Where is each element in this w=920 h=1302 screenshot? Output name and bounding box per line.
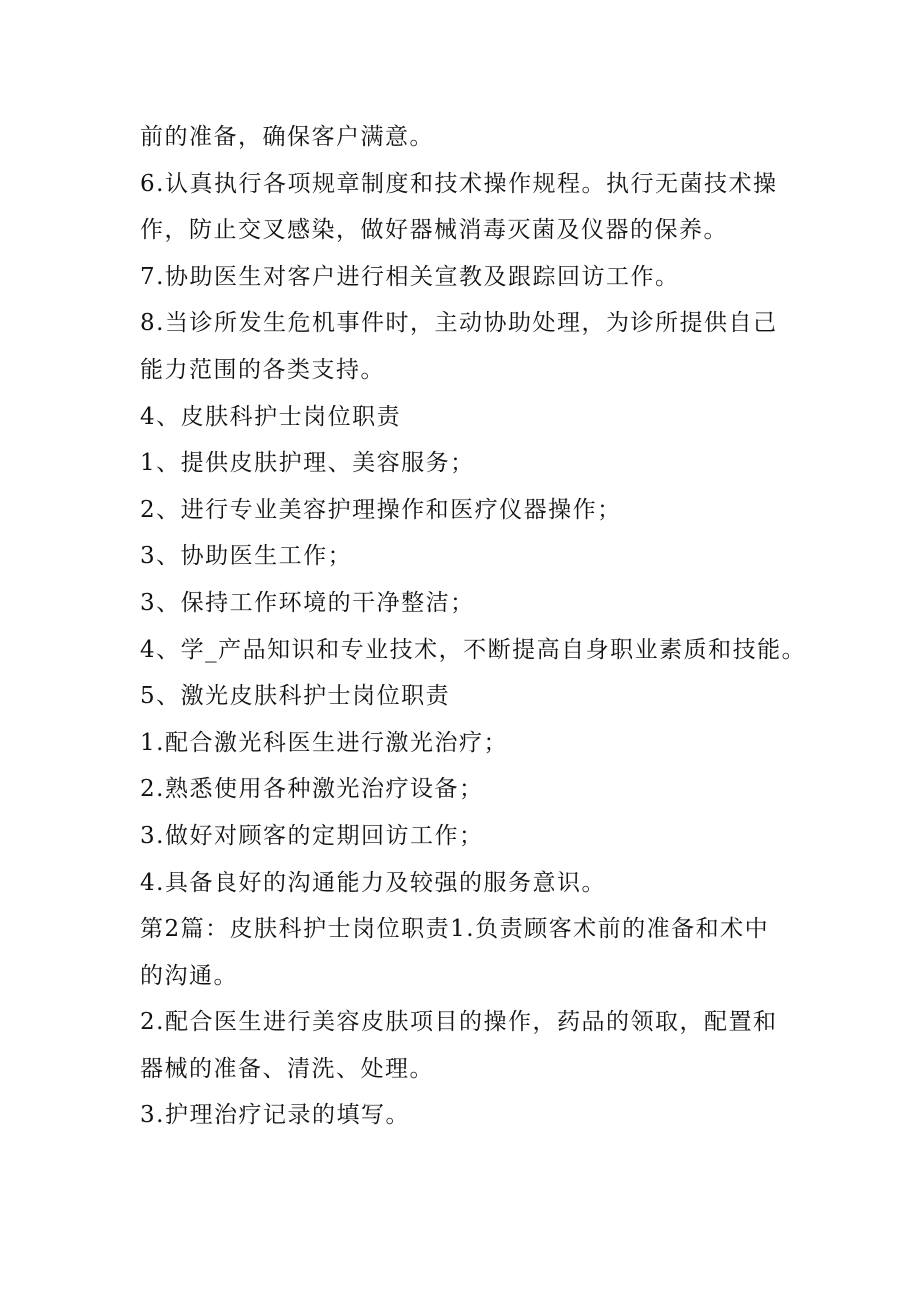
text-line: 3、协助医生工作； [140, 543, 353, 570]
text-line: 器械的准备、清洗、处理。 [140, 1055, 434, 1082]
text-line: 3.护理治疗记录的填写。 [140, 1102, 410, 1129]
text-line: 4、学_产品知识和专业技术，不断提高自身职业素质和技能。 [140, 636, 807, 663]
text-line: 8.当诊所发生危机事件时，主动协助处理，为诊所提供自己 [140, 310, 778, 337]
text-line: 能力范围的各类支持。 [140, 356, 385, 383]
text-line: 6.认真执行各项规章制度和技术操作规程。执行无菌技术操 [140, 170, 778, 197]
section-heading: 5、激光皮肤科护士岗位职责 [140, 683, 451, 710]
text-line: 1.配合激光科医生进行激光治疗； [140, 729, 508, 756]
text-line: 的沟通。 [140, 962, 238, 989]
text-line: 7.协助医生对客户进行相关宣教及跟踪回访工作。 [140, 263, 680, 290]
text-line: 作，防止交叉感染，做好器械消毒灭菌及仪器的保养。 [140, 217, 728, 244]
text-line: 4.具备良好的沟通能力及较强的服务意识。 [140, 869, 606, 896]
text-line: 3、保持工作环境的干净整洁； [140, 589, 475, 616]
text-line: 第2篇：皮肤科护士岗位职责1.负责顾客术前的准备和术中 [140, 916, 770, 943]
text-line: 2.配合医生进行美容皮肤项目的操作，药品的领取，配置和 [140, 1009, 778, 1036]
body-text [140, 114, 807, 1139]
text-line: 2.熟悉使用各种激光治疗设备； [140, 776, 484, 803]
text-line: 3.做好对顾客的定期回访工作； [140, 822, 484, 849]
text-line: 前的准备，确保客户满意。 [140, 124, 434, 150]
section-heading: 4、皮肤科护士岗位职责 [140, 403, 402, 430]
text-line: 2、进行专业美容护理操作和医疗仪器操作； [140, 496, 622, 523]
text-line: 1、提供皮肤护理、美容服务； [140, 450, 475, 477]
